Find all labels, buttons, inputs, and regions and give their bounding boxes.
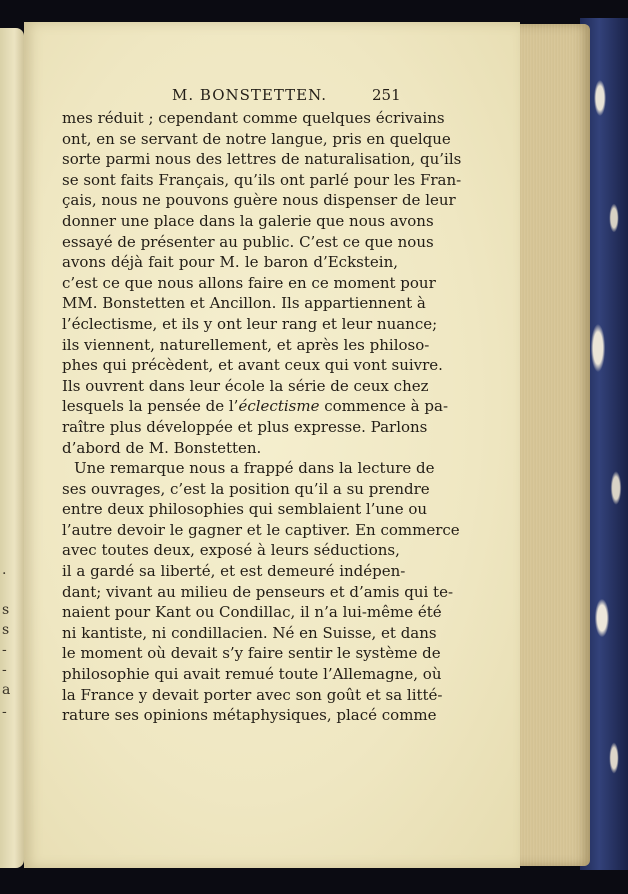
text-line: avons déjà fait pour M. le baron d’Eckstein, <box>62 253 398 272</box>
text-line: philosophie qui avait remué toute l’Allemagne, où <box>62 665 442 684</box>
text-line: rature ses opinions métaphysiques, placé comme <box>62 706 437 725</box>
text-line: c’est ce que nous allons faire en ce moment pour <box>62 273 436 292</box>
text-line: le moment où devait s’y faire sentir le système de <box>62 644 441 663</box>
page-fore-edge <box>508 24 590 866</box>
facing-page-fragment: s <box>2 602 10 618</box>
body-text <box>62 108 462 726</box>
page-number: 251 <box>372 86 401 104</box>
text-line: Une remarque nous a frappé dans la lecture de <box>74 459 435 478</box>
text-line: mes réduit ; cependant comme quelques écrivains <box>62 109 445 127</box>
paragraph <box>62 458 460 726</box>
text-line: MM. Bonstetten et Ancillon. Ils appartiennent à <box>62 294 426 313</box>
text-line: Ils ouvrent dans leur école la série de ceux chez <box>62 376 429 395</box>
text-line: ont, en se servant de notre langue, pris en quelque <box>62 129 451 148</box>
text-line: ni kantiste, ni condillacien. Né en Suisse, et dans <box>62 623 437 642</box>
facing-page-fragment: - <box>2 704 7 720</box>
text-line: çais, nous ne pouvons guère nous dispenser de leur <box>62 191 456 210</box>
text-line: ils viennent, naturellement, et après les philoso- <box>62 335 430 354</box>
text-segment: lesquels la pensée de l’ <box>62 397 239 416</box>
facing-page-edge <box>0 28 24 868</box>
facing-page-fragment: - <box>2 662 7 678</box>
text-line: phes qui précèdent, et avant ceux qui vont suivre. <box>62 356 443 375</box>
text-line: donner une place dans la galerie que nous avons <box>62 211 434 230</box>
text-line: avec toutes deux, exposé à leurs séductions, <box>62 541 400 560</box>
paragraph <box>62 108 462 458</box>
text-line-with-italic <box>62 396 449 417</box>
text-line: ses ouvrages, c’est la position qu’il a su prendre <box>62 479 430 498</box>
italic-term: éclectisme <box>238 397 320 416</box>
facing-page-fragment: . <box>2 562 7 578</box>
facing-page-fragment: s <box>2 622 10 638</box>
running-title: M. BONSTETTEN. <box>172 86 328 104</box>
text-line: essayé de présenter au public. C’est ce que nous <box>62 232 434 251</box>
text-line: entre deux philosophies qui semblaient l’une ou <box>62 500 428 519</box>
text-line: d’abord de M. Bonstetten. <box>62 438 262 457</box>
text-line: l’éclectisme, et ils y ont leur rang et leur nuance; <box>62 314 438 333</box>
text-line: il a gardé sa liberté, et est demeuré indépen- <box>62 562 406 581</box>
facing-page-fragment: - <box>2 642 7 658</box>
text-line: la France y devait porter avec son goût et sa litté- <box>62 685 443 704</box>
text-line: sorte parmi nous des lettres de naturalisation, qu’ils <box>62 150 462 169</box>
text-line: raître plus développée et plus expresse. Parlons <box>62 417 428 436</box>
text-line: naient pour Kant ou Condillac, il n’a lui-même été <box>62 603 442 622</box>
text-line: l’autre devoir le gagner et le captiver. En commerce <box>62 520 460 539</box>
text-line: se sont faits Français, qu’ils ont parlé pour les Fran- <box>62 170 462 189</box>
facing-page-fragment: a <box>2 682 11 698</box>
text-segment: commence à pa- <box>319 397 449 416</box>
text-line: dant; vivant au milieu de penseurs et d’amis qui te- <box>62 582 454 601</box>
